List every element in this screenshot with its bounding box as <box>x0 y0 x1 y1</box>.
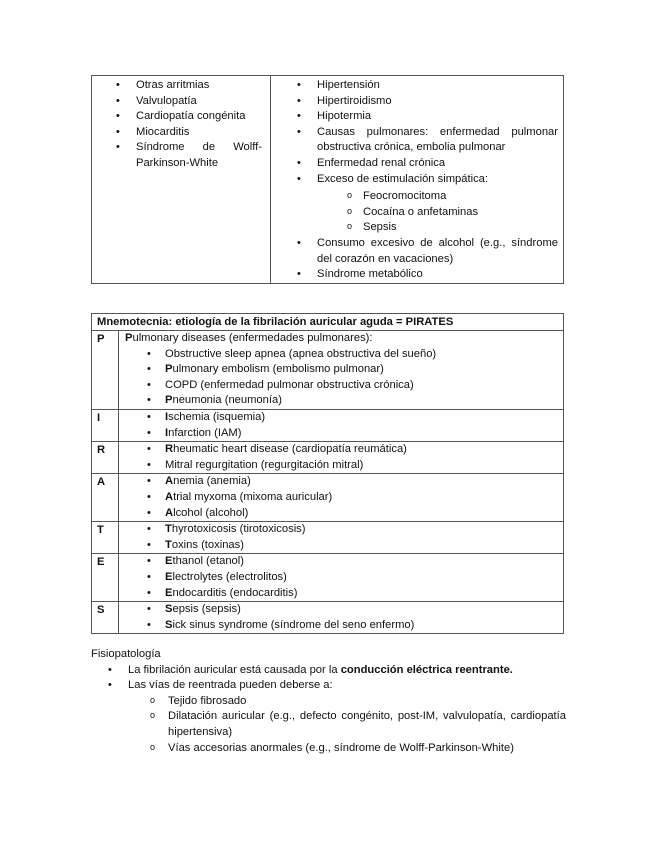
list-item: • Miocarditis <box>136 125 262 141</box>
table-row <box>92 442 564 474</box>
list-item: • La fibrilación auricular está causada por la conducción eléctrica reentrante. <box>128 663 566 679</box>
mnemonic-content <box>119 602 564 634</box>
list-item: • Thyrotoxicosis (tirotoxicosis) <box>165 522 558 538</box>
row-list <box>124 554 558 601</box>
row-list <box>124 347 558 409</box>
list-item: • Cardiopatía congénita <box>136 109 262 125</box>
list-item: • Síndrome metabólico <box>317 267 558 283</box>
sub-list-item: o Sepsis <box>363 220 553 236</box>
sub-list-item: o Feocromocitoma <box>363 189 553 205</box>
mnemonic-letter: R <box>92 442 119 474</box>
pirates-table <box>91 313 564 634</box>
list-item: • Consumo excesivo de alcohol (e.g., síndrome del corazón en vacaciones) <box>317 236 558 267</box>
list-item: • Infarction (IAM) <box>165 426 558 442</box>
table-row <box>92 554 564 602</box>
mnemonic-letter: T <box>92 522 119 554</box>
mnemonic-content <box>119 474 564 522</box>
list-item: • Valvulopatía <box>136 94 262 110</box>
sub-list-item: o Vías accesorias anormales (e.g., síndrome de Wolff-Parkinson-White) <box>168 741 566 757</box>
list-item: • Hipertiroidismo <box>317 94 558 110</box>
mnemonic-content <box>119 442 564 474</box>
mnemonic-content <box>119 331 564 410</box>
list-item: • Electrolytes (electrolitos) <box>165 570 558 586</box>
causes-left-list <box>92 76 270 172</box>
table-row <box>92 409 564 441</box>
row-intro: Pulmonary diseases (enfermedades pulmonares): <box>125 332 373 344</box>
table-row <box>92 474 564 522</box>
row-list <box>124 602 558 633</box>
list-item: • Anemia (anemia) <box>165 474 558 490</box>
table-row <box>92 522 564 554</box>
list-item: • Obstructive sleep apnea (apnea obstructiva del sueño) <box>165 347 558 363</box>
table-row <box>92 602 564 634</box>
causes-right-cell <box>271 76 564 284</box>
list-item <box>128 678 566 756</box>
list-item: • Pulmonary embolism (embolismo pulmonar) <box>165 362 558 378</box>
list-item-label: Exceso de estimulación simpática: <box>317 172 488 185</box>
mnemonic-content <box>119 409 564 441</box>
list-item: • Sick sinus syndrome (síndrome del seno enfermo) <box>165 618 558 634</box>
row-list <box>124 522 558 553</box>
mnemonic-letter: P <box>92 331 119 410</box>
mnemonic-letter: I <box>92 409 119 441</box>
causes-right-list <box>271 76 563 283</box>
list-item-label: Las vías de reentrada pueden deberse a: <box>128 679 333 692</box>
mnemonic-content <box>119 554 564 602</box>
mnemonic-letter: E <box>92 554 119 602</box>
list-item <box>317 172 558 236</box>
row-list <box>124 410 558 441</box>
causes-left-cell <box>92 76 271 284</box>
list-item: • COPD (enfermedad pulmonar obstructiva crónica) <box>165 378 558 394</box>
table-row <box>92 331 564 410</box>
list-item: • Alcohol (alcohol) <box>165 506 558 522</box>
list-item: • Pneumonia (neumonía) <box>165 393 558 409</box>
sub-list-item: o Dilatación auricular (e.g., defecto congénito, post-IM, valvulopatía, cardiopatía hipertensiva) <box>168 709 566 740</box>
list-item: • Hipertensión <box>317 78 558 94</box>
list-item: • Ischemia (isquemia) <box>165 410 558 426</box>
row-list <box>124 442 558 473</box>
mnemonic-letter: S <box>92 602 119 634</box>
causes-table <box>91 75 564 284</box>
list-item: • Endocarditis (endocarditis) <box>165 586 558 602</box>
list-item: • Otras arritmias <box>136 78 262 94</box>
sub-list-item: o Cocaína o anfetaminas <box>363 205 553 221</box>
row-list <box>124 474 558 521</box>
list-item: • Ethanol (etanol) <box>165 554 558 570</box>
table-header: Mnemotecnia: etiología de la fibrilación auricular aguda = PIRATES <box>92 314 564 331</box>
sub-list <box>128 694 566 756</box>
mnemonic-letter: A <box>92 474 119 522</box>
list-item: • Causas pulmonares: enfermedad pulmonar obstructiva crónica, embolia pulmonar <box>317 125 558 156</box>
mnemonic-content <box>119 522 564 554</box>
list-item: • Síndrome de Wolff-Parkinson-White <box>136 140 262 171</box>
sub-list-item: o Tejido fibrosado <box>168 694 566 710</box>
list-item: • Toxins (toxinas) <box>165 538 558 554</box>
list-item: • Rheumatic heart disease (cardiopatía reumática) <box>165 442 558 458</box>
section-title: Fisiopatología <box>91 648 161 660</box>
list-item: • Enfermedad renal crónica <box>317 156 558 172</box>
pathophysiology-list <box>91 663 566 757</box>
list-item: • Sepsis (sepsis) <box>165 602 558 618</box>
sub-list <box>317 187 558 236</box>
list-item: • Atrial myxoma (mixoma auricular) <box>165 490 558 506</box>
list-item: • Hipotermia <box>317 109 558 125</box>
list-item: • Mitral regurgitation (regurgitación mitral) <box>165 458 558 474</box>
pathophysiology-section <box>91 647 566 756</box>
